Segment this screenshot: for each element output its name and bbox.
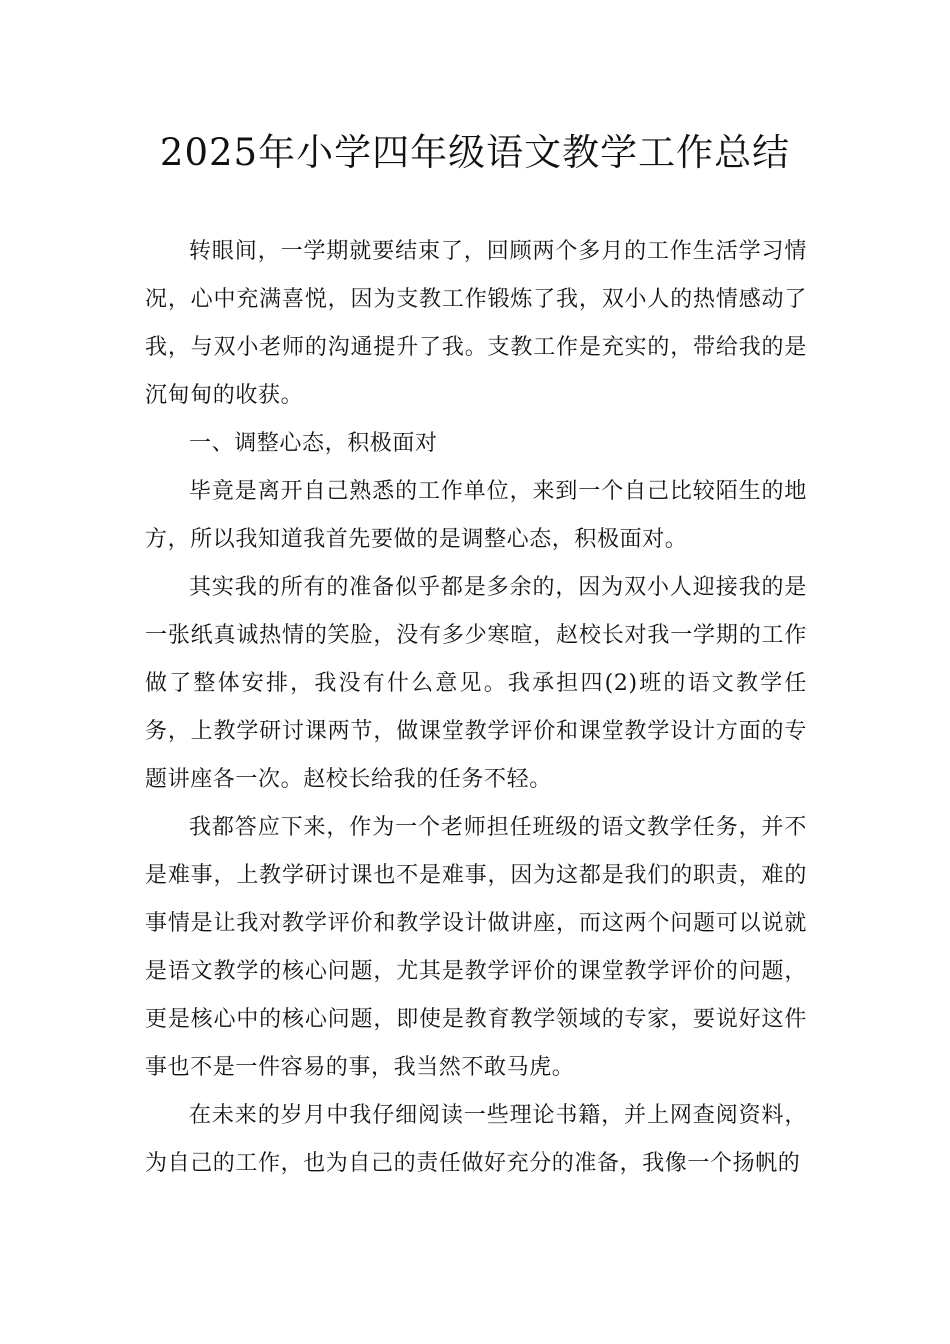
paragraph-intro: 转眼间，一学期就要结束了，回顾两个多月的工作生活学习情况，心中充满喜悦，因为支教工作锻炼了我，双小人的热情感动了我，与双小老师的沟通提升了我。支教工作是充实的，带给我的是沉甸甸的收获。 — [145, 239, 807, 408]
document-body — [145, 228, 807, 1188]
section-heading-1: 一、调整心态，积极面对 — [189, 431, 438, 456]
paragraph-study: 在未来的岁月中我仔细阅读一些理论书籍，并上网查阅资料，为自己的工作，也为自己的责任做好充分的准备，我像一个扬帆的 — [145, 1103, 807, 1176]
paragraph-adjust-mindset: 毕竟是离开自己熟悉的工作单位，来到一个自己比较陌生的地方，所以我知道我首先要做的是调整心态，积极面对。 — [145, 479, 807, 552]
paragraph-preparation: 其实我的所有的准备似乎都是多余的，因为双小人迎接我的是一张纸真诚热情的笑脸，没有多少寒暄，赵校长对我一学期的工作做了整体安排，我没有什么意见。我承担四(2)班的语文教学任务，上教学研讨课两节，做课堂教学评价和课堂教学设计方面的专题讲座各一次。赵校长给我的任务不轻。 — [145, 575, 807, 792]
paragraph-tasks: 我都答应下来，作为一个老师担任班级的语文教学任务，并不是难事，上教学研讨课也不是难事，因为这都是我们的职责，难的事情是让我对教学评价和教学设计做讲座，而这两个问题可以说就是语文教学的核心问题，尤其是教学评价的课堂教学评价的问题，更是核心中的核心问题，即使是教育教学领域的专家，要说好这件事也不是一件容易的事，我当然不敢马虎。 — [145, 815, 807, 1080]
document-title: 2025年小学四年级语文教学工作总结 — [159, 131, 791, 174]
